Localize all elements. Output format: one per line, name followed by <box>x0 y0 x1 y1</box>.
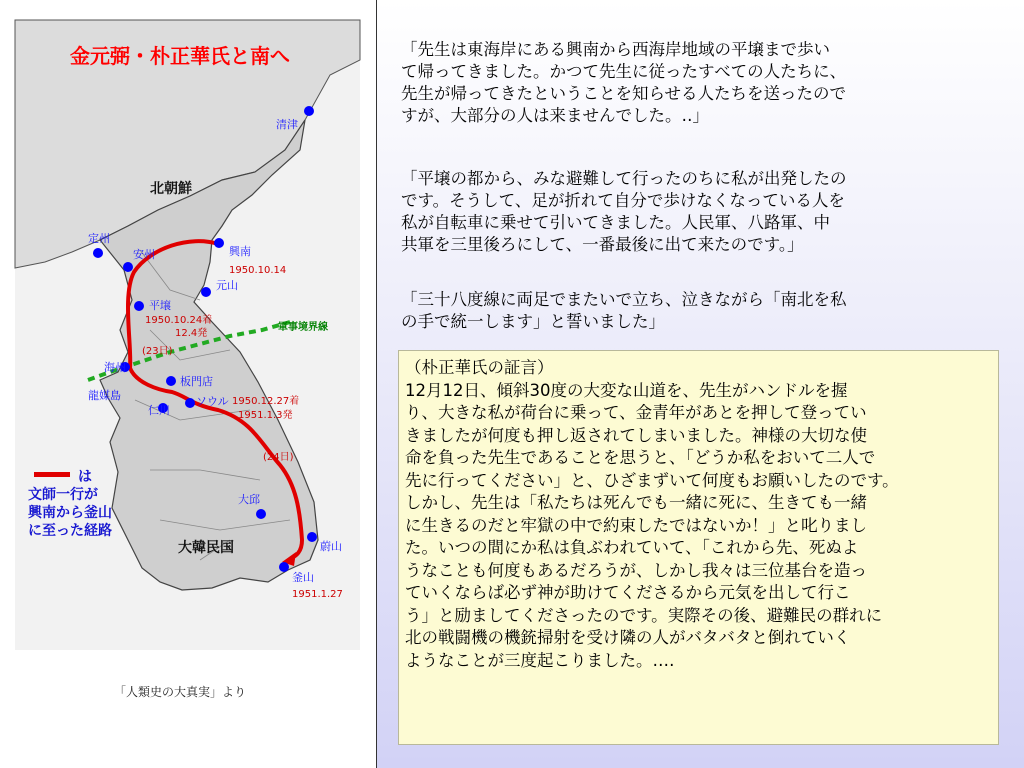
city-label-seoul: ソウル <box>196 395 229 408</box>
date-busan: 1951.1.27 <box>292 589 343 600</box>
city-label-heungnam: 興南 <box>229 245 251 258</box>
days-24: (24日) <box>263 452 294 463</box>
city-label-chongjin: 清津 <box>276 118 298 131</box>
quote-2-line: 共軍を三里後ろにして、一番最後に出て来たのです。」 <box>401 235 804 254</box>
country-label-north: 北朝鮮 <box>150 181 192 197</box>
testimony-line: に生きるのだと牢獄の中で約束したではないか！」と叱りまし <box>405 515 867 535</box>
testimony-line: 先に行ってください」と、ひざまずいて何度もお願いしたのです。 <box>405 470 899 490</box>
city-label-panmunjom: 板門店 <box>180 375 213 388</box>
quote-1-line: て帰ってきました。かつて先生に従ったすべての人たちに、 <box>401 62 847 81</box>
city-dot-wonsan <box>201 287 211 297</box>
testimony-line: ていくならば必ず神が助けてくださるから元気を出して行こ <box>405 583 851 602</box>
text-panel <box>376 0 1024 768</box>
city-label-pyongyang: 平壌 <box>149 299 171 312</box>
city-label-yongmaedo: 龍媒島 <box>88 389 121 402</box>
legend-line-3: 興南から釜山 <box>28 505 112 521</box>
quote-2 <box>401 168 1001 256</box>
city-label-daegu: 大邱 <box>238 493 260 506</box>
city-label-jeongju: 定州 <box>88 232 110 245</box>
city-label-wonsan: 元山 <box>216 279 238 292</box>
quote-1 <box>401 39 1001 127</box>
quote-3-line: 「三十八度線に両足でまたいで立ち、泣きながら「南北を私 <box>401 290 847 309</box>
city-dot-busan <box>279 562 289 572</box>
city-label-busan: 釜山 <box>292 571 314 584</box>
map-title: 金元弼・朴正華氏と南へ <box>70 44 290 68</box>
testimony-line: しかし、先生は「私たちは死んでも一緒に死に、生きても一緒 <box>405 493 867 512</box>
source-caption: 「人類史の大真実」より <box>114 685 247 699</box>
quote-1-line: 先生が帰ってきたということを知らせる人たちを送ったので <box>401 84 847 103</box>
quote-1-line: すが、大部分の人は来ませんでした。‥」 <box>401 106 710 125</box>
city-dot-seoul <box>185 398 195 408</box>
city-dot-jeongju <box>93 248 103 258</box>
legend-line-4: に至った経路 <box>28 523 112 539</box>
date-heungnam: 1950.10.14 <box>229 265 287 276</box>
testimony-line: きましたが何度も押し返されてしまいました。神様の大切な使 <box>405 425 867 445</box>
city-dot-ulsan <box>307 532 317 542</box>
days-23: (23日) <box>142 346 173 357</box>
testimony-box <box>398 350 999 745</box>
quote-3 <box>401 289 1001 333</box>
testimony-heading: （朴正華氏の証言） <box>405 358 554 377</box>
map-panel <box>0 0 375 768</box>
legend-line-1: は <box>78 469 92 485</box>
quote-2-line: 私が自転車に乗せて引いてきました。人民軍、八路軍、中 <box>401 213 830 232</box>
country-label-south: 大韓民国 <box>178 540 234 556</box>
quote-2-line: 「平壌の都から、みな避難して行ったのちに私が出発したの <box>401 169 847 188</box>
testimony-line: 命を負った先生であることを思うと、「どうか私をおいて二人で <box>405 448 876 467</box>
city-dot-chongjin <box>304 106 314 116</box>
city-label-incheon: 仁川 <box>148 404 170 417</box>
legend-line-2: 文師一行が <box>28 487 98 503</box>
quote-1-line: 「先生は東海岸にある興南から西海岸地域の平壌まで歩い <box>401 40 830 59</box>
city-label-ulsan: 蔚山 <box>320 540 342 553</box>
city-dot-heungnam <box>214 238 224 248</box>
dmz-label: 軍事境界線 <box>278 322 328 333</box>
testimony-line: うなことも何度もあるだろうが、しかし我々は三位基台を造っ <box>405 560 867 580</box>
city-dot-daegu <box>256 509 266 519</box>
date-seoul-arrive: 1950.12.27着 <box>232 396 300 407</box>
city-dot-pyongyang <box>134 301 144 311</box>
date-pyongyang-depart: 12.4発 <box>175 328 208 339</box>
legend <box>28 468 112 540</box>
testimony-line: う」と励ましてくださったのです。実際その後、避難民の群れに <box>405 605 883 625</box>
city-label-anju: 安州 <box>133 248 155 261</box>
testimony-line: 12月12日、傾斜30度の大変な山道を、先生がハンドルを握 <box>405 380 848 400</box>
city-dot-anju <box>123 262 133 272</box>
city-label-haeju: 海州 <box>104 361 126 374</box>
testimony-line: ようなことが三度起こりました。‥‥ <box>405 650 675 670</box>
testimony-line: た。いつの間にか私は負ぶわれていて、「これから先、死ぬよ <box>405 538 859 557</box>
city-dot-panmunjom <box>166 376 176 386</box>
testimony-line: り、大きな私が荷台に乗って、金青年があとを押して登ってい <box>405 403 867 422</box>
quote-3-line: の手で統一します」と誓いました」 <box>401 312 665 331</box>
date-seoul-depart: 1951.1.3発 <box>238 410 293 421</box>
quote-2-line: です。そうして、足が折れて自分で歩けなくなっている人を <box>401 191 845 210</box>
testimony-line: 北の戦闘機の機銃掃射を受け隣の人がバタバタと倒れていく <box>405 628 851 647</box>
date-pyongyang-arrive: 1950.10.24着 <box>145 315 213 326</box>
